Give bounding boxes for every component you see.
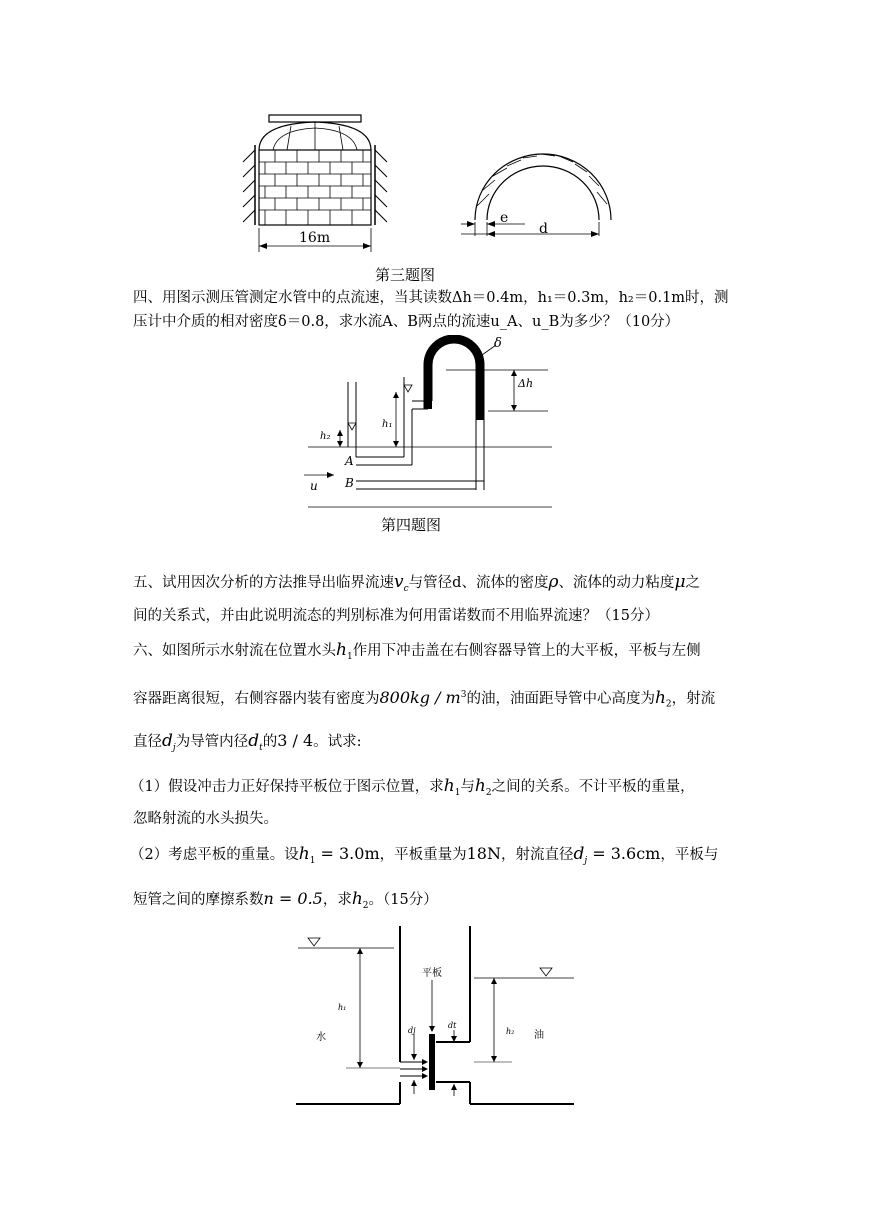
q6-text: 。（15分） — [368, 892, 438, 908]
fig4-A-label: A — [345, 454, 354, 468]
q6-text: 的 — [262, 734, 278, 750]
q6-text: 容器距离很短，右侧容器内装有密度为 — [133, 690, 380, 707]
q6-text: ，求 — [322, 892, 352, 908]
q6-density: 800kg / m — [379, 687, 461, 707]
q6-h2: h — [474, 776, 486, 796]
fig6-dj-label: dj — [408, 1026, 416, 1035]
fig4-h2-label: h₂ — [320, 431, 331, 442]
q6-text: 之间的关系。不计平板的重量， — [491, 779, 695, 795]
q5-rho: ρ — [548, 572, 559, 592]
q6-line-2 — [133, 685, 715, 715]
q6-text: 与 — [460, 779, 475, 795]
fig4-h1-label: h₁ — [382, 419, 393, 430]
fig4-dh-label: Δh — [518, 377, 534, 390]
q6-text: 为导管内径 — [175, 734, 249, 750]
figure-6-diagram — [290, 922, 590, 1112]
fig4-B-label: B — [345, 476, 354, 490]
q5-line-2: 间的关系式，并由此说明流态的判别标准为何用雷诺数而不用临界流速？（15分） — [133, 608, 659, 624]
fig6-h2-label: h₂ — [506, 1027, 515, 1036]
q5-text-3: 、流体的动力粘度 — [558, 575, 675, 591]
q6-h1: h — [298, 844, 310, 864]
fig6-water-label: 水 — [316, 1032, 326, 1043]
q6-h1-sub: 1 — [454, 787, 461, 798]
q6-text: ，平板与 — [660, 847, 719, 863]
fig4-u-label: u — [310, 479, 318, 493]
q4-line-1: 四、用图示测压管测定水管中的点流速，当其读数Δh＝0.4m，h₁＝0.3m，h₂＝0.1m时，测 — [133, 290, 729, 306]
q6-density-sup: 3 — [460, 690, 467, 700]
q6-line-1 — [133, 640, 701, 667]
figure-3-diagram — [225, 110, 625, 260]
q6-h2: h — [654, 687, 666, 708]
q6-text: （2）考虑平板的重量。设 — [130, 847, 299, 863]
fig6-dt-label: dt — [448, 1021, 457, 1030]
q6-dj-sub: j — [584, 855, 588, 866]
q6-sub2-line-1 — [130, 844, 718, 871]
q6-friction: n = 0.5 — [263, 889, 323, 908]
q6-fraction: 3 / 4 — [277, 731, 314, 750]
q6-weight: 18N — [466, 844, 501, 863]
fig6-h1-label: h₁ — [338, 1003, 347, 1012]
q6-dt: d — [248, 731, 260, 751]
fig3-d-label: d — [539, 221, 548, 237]
q6-h2-sub: 2 — [665, 699, 672, 710]
q5-text-4: 之 — [685, 575, 700, 591]
q6-text: 作用下冲击盖在右侧容器导管上的大平板，平板与左侧 — [352, 643, 701, 659]
q5-text-2: 与管径d、流体的密度 — [408, 575, 549, 591]
fig6-oil-label: 油 — [534, 1030, 544, 1041]
figure-3-caption: 第三题图 — [375, 266, 436, 284]
q6-text: （1）假设冲击力正好保持平板位于图示位置，求 — [130, 779, 444, 795]
q6-dj: d — [162, 731, 173, 751]
q6-h1-sub: 1 — [346, 651, 353, 662]
q6-dj: d — [573, 844, 585, 864]
q5-text-1: 五、试用因次分析的方法推导出临界流速 — [133, 575, 394, 591]
figure-4-caption: 第四题图 — [381, 516, 442, 534]
q6-text: 短管之间的摩擦系数 — [133, 892, 264, 908]
figure-4-diagram — [300, 335, 560, 510]
q6-text: 六、如图所示水射流在位置水头 — [133, 643, 336, 659]
fig3-16m-label: 16m — [299, 230, 331, 246]
q6-h2-sub: 2 — [362, 900, 369, 911]
q6-h1: h — [443, 776, 455, 796]
q6-dj-sub: j — [172, 742, 176, 753]
q6-text: ，射流 — [671, 690, 716, 707]
q6-h1-sub: 1 — [309, 855, 316, 866]
q6-sub1-line-1 — [130, 776, 695, 803]
fig4-delta-label: δ — [494, 336, 502, 351]
q6-text: ，射流直径 — [500, 847, 574, 863]
q5-line-1 — [133, 572, 700, 599]
q6-line-3 — [133, 731, 362, 758]
q5-vc: v — [394, 572, 404, 592]
q6-text: 的油，油面距导管中心高度为 — [466, 690, 655, 707]
q5-vc-sub: c — [403, 583, 409, 594]
q6-text: 。试求: — [313, 734, 362, 750]
q4-line-2: 压计中介质的相对密度δ＝0.8，求水流A、B两点的流速u_A、u_B为多少？（10分） — [133, 314, 680, 330]
q6-dj-value: = 3.6cm — [587, 844, 661, 863]
q6-h1-value: = 3.0m — [315, 844, 380, 863]
q6-sub1-line-2: 忽略射流的水头损失。 — [133, 811, 278, 827]
q6-text: ，平板重量为 — [379, 847, 467, 863]
fig6-plate-label: 平板 — [422, 968, 442, 979]
fig3-e-label: e — [500, 210, 509, 226]
q6-sub2-line-2 — [133, 889, 438, 916]
q6-h2: h — [351, 889, 363, 909]
q6-text: 直径 — [133, 734, 162, 750]
q6-h2-sub: 2 — [485, 787, 492, 798]
q6-dt-sub: t — [259, 742, 263, 753]
q6-h1: h — [336, 640, 347, 660]
q5-mu: μ — [674, 572, 686, 592]
